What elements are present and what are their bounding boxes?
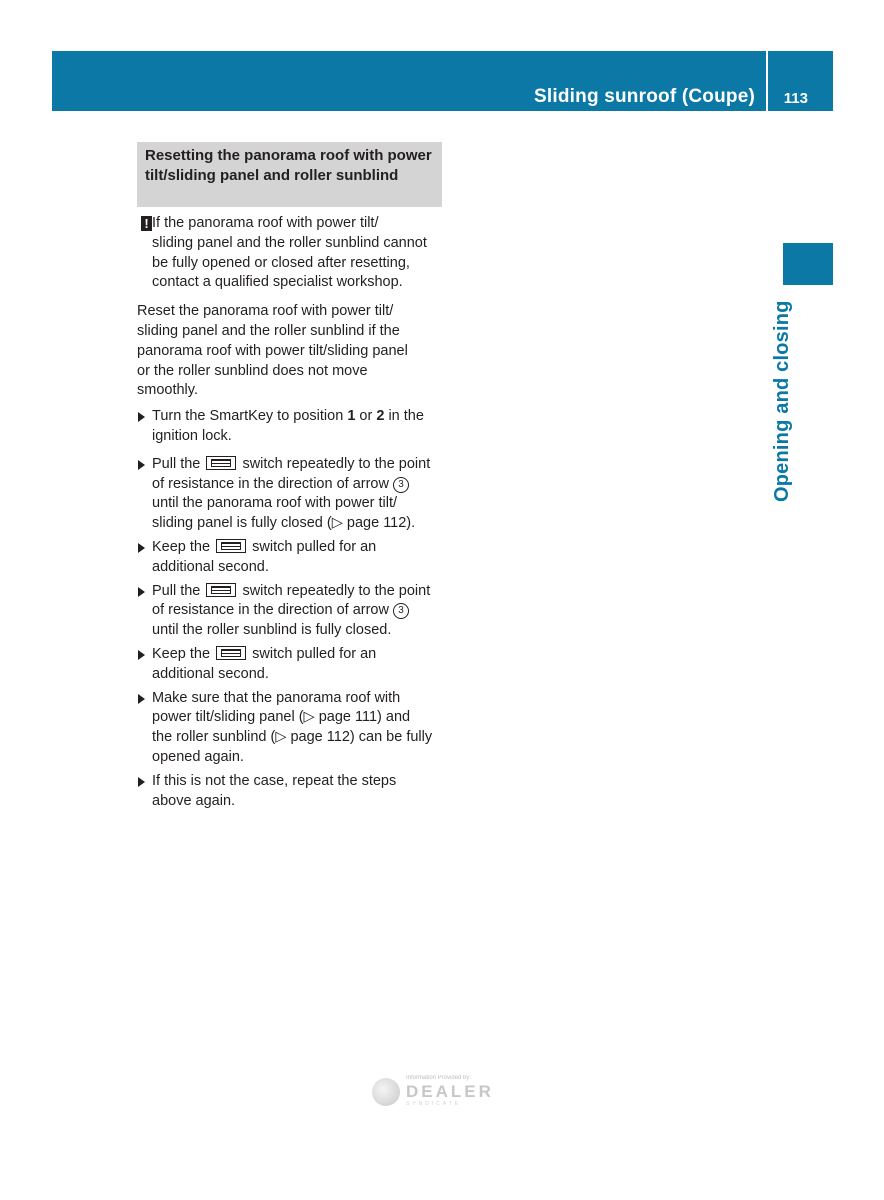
intro-line: Reset the panorama roof with power tilt/ xyxy=(137,303,394,320)
step-item xyxy=(137,689,447,768)
position-number: 2 xyxy=(376,408,385,425)
roof-switch-icon xyxy=(206,583,236,597)
watermark-brand: DEALER xyxy=(406,1082,494,1101)
roof-switch-icon xyxy=(206,456,236,470)
step-text: Pull the xyxy=(152,455,201,472)
step-text: additional second. xyxy=(152,558,269,575)
step-text: If this is not the case, repeat the steps xyxy=(152,772,397,789)
step-text: switch repeatedly to the point xyxy=(242,455,431,472)
step-text: ignition lock. xyxy=(152,427,232,444)
step-text: of resistance in the direction of arrow xyxy=(152,475,389,492)
triangle-bullet-icon xyxy=(138,412,145,422)
warning-text-line: If the panorama roof with power tilt/ xyxy=(152,215,379,231)
step-text: until the panorama roof with power tilt/ xyxy=(152,495,398,512)
page-title: Sliding sunroof (Coupe) xyxy=(534,86,755,107)
arrow-callout-number: 3 xyxy=(393,603,409,619)
step-item xyxy=(137,582,447,641)
step-text: switch repeatedly to the point xyxy=(242,582,431,599)
page-number: 113 xyxy=(783,90,808,107)
warning-text-line: sliding panel and the roller sunblind cannot xyxy=(152,234,427,251)
triangle-bullet-icon xyxy=(138,543,145,553)
warning-note xyxy=(137,214,447,293)
arrow-callout-number: 3 xyxy=(393,477,409,493)
roof-switch-icon xyxy=(216,539,246,553)
step-text: additional second. xyxy=(152,665,269,682)
warning-text-line: be fully opened or closed after resetting, xyxy=(152,254,410,271)
intro-line: sliding panel and the roller sunblind if the xyxy=(137,322,400,339)
step-text: Keep the xyxy=(152,538,211,555)
step-text: switch pulled for an xyxy=(252,645,377,662)
step-item xyxy=(137,407,447,447)
step-item xyxy=(137,645,447,685)
dealer-watermark xyxy=(372,1075,512,1115)
step-text: until the roller sunblind is fully closed. xyxy=(152,622,392,639)
watermark-caption: Information Provided by: xyxy=(406,1075,472,1081)
intro-line: or the roller sunblind does not move xyxy=(137,362,368,379)
step-text: switch pulled for an xyxy=(252,538,377,555)
step-item xyxy=(137,538,447,578)
triangle-bullet-icon xyxy=(138,694,145,704)
intro-paragraph xyxy=(137,302,447,401)
warning-icon: ! xyxy=(141,216,152,231)
triangle-bullet-icon xyxy=(138,460,145,470)
step-text: Make sure that the panorama roof with xyxy=(152,689,401,706)
step-text: opened again. xyxy=(152,748,244,765)
triangle-bullet-icon xyxy=(138,587,145,597)
step-item xyxy=(137,772,447,812)
step-text: power tilt/sliding panel (▷ page 111) and xyxy=(152,709,411,726)
side-chapter-label: Opening and closing xyxy=(771,300,793,502)
step-item xyxy=(137,455,447,534)
content xyxy=(137,214,447,815)
step-text: in the xyxy=(384,408,424,425)
step-text: Pull the xyxy=(152,582,201,599)
watermark-subtitle: SYNDICATE xyxy=(406,1101,462,1107)
position-number: 1 xyxy=(347,408,356,425)
step-text: or xyxy=(355,408,377,425)
step-text: sliding panel is fully closed (▷ page 112). xyxy=(152,515,416,532)
roof-switch-icon xyxy=(216,646,246,660)
step-text: above again. xyxy=(152,792,236,809)
warning-text-line: contact a qualified specialist workshop. xyxy=(152,274,403,291)
step-text: of resistance in the direction of arrow xyxy=(152,602,389,619)
step-text: Turn the SmartKey to position xyxy=(152,408,348,425)
step-text: the roller sunblind (▷ page 112) can be fully xyxy=(152,729,433,746)
step-text: Keep the xyxy=(152,645,211,662)
triangle-bullet-icon xyxy=(138,777,145,787)
intro-line: panorama roof with power tilt/sliding panel xyxy=(137,342,408,359)
section-heading: Resetting the panorama roof with power tilt/sliding panel and roller sunblind xyxy=(137,142,442,207)
header-divider xyxy=(766,51,768,111)
dealer-logo-icon xyxy=(372,1078,400,1106)
header-bar xyxy=(52,51,833,111)
intro-line: smoothly. xyxy=(137,382,198,399)
triangle-bullet-icon xyxy=(138,650,145,660)
side-tab-marker xyxy=(783,243,833,285)
